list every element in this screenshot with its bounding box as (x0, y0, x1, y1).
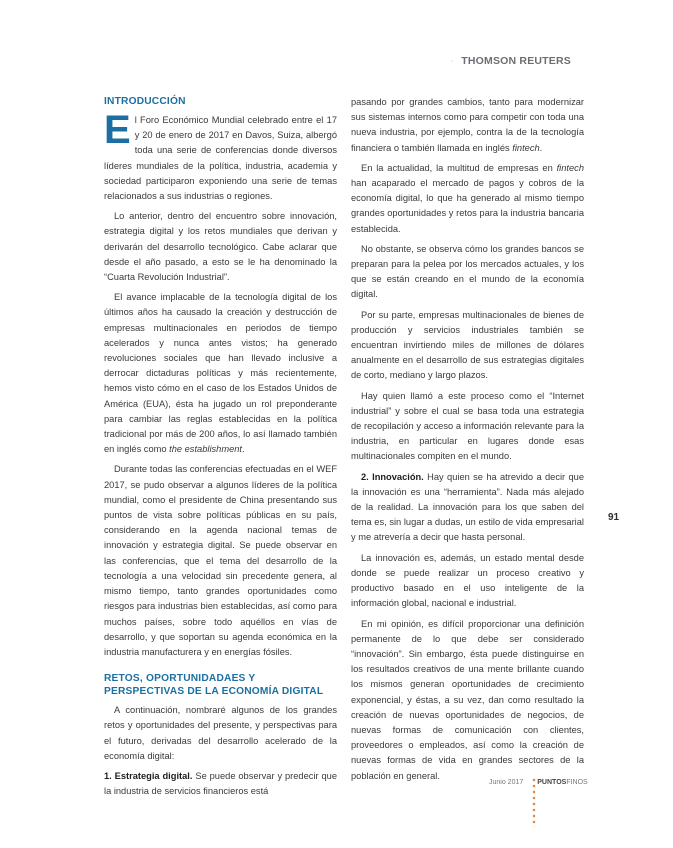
right-paragraph-7: La innovación es, además, un estado mental desde donde se puede realizar un proceso creativo y productivo basado en el uso inteligente de la información global, nacional e industrial. (351, 552, 584, 609)
page-number: 91 (608, 512, 620, 523)
item-2-paragraph (351, 470, 584, 546)
item-1-label (104, 771, 192, 781)
right-paragraph-2-start: En la actualidad, la multitud de empresas en (361, 162, 557, 173)
right-paragraph-2-emphasis: fintech (556, 162, 584, 173)
item-1-paragraph (104, 769, 337, 799)
section-title-introduccion: INTRODUCCIÓN (104, 96, 186, 107)
thomson-reuters-dotted-globe-icon (451, 49, 453, 73)
footer (489, 775, 588, 789)
right-paragraph-2-end: han acaparado el mercado de pagos y cobros de la economía digital, lo que ha generado al mismo tiempo grandes oportunidades y retos para la industria bancaria establecida. (351, 178, 584, 234)
item-1-label-text: 1. Estrategia digital. (104, 770, 193, 781)
intro-paragraph-3-emphasis: the establishment (169, 444, 242, 455)
intro-paragraph-3 (104, 290, 337, 457)
intro-paragraph-3-text: El avance implacable de la tecnología digital de los últimos años ha causado la creación y destrucción de empresas multinacionales en periodos de tiempo acelerados y nunca antes vistos; ha generado revoluciones sociales que han llevado inclusive a derrocar dictaduras políticas y más recientemente, hemos visto cómo en el caso de los Estados Unidos de América (EUA), ésta ha jugado un rol preponderante para cambiar las reglas establecidas en la política tradicional por más de 200 años, lo así llamado también en inglés como (104, 292, 337, 455)
right-paragraph-3: No obstante, se observa cómo los grandes bancos se preparan para la pelea por los mercados actuales, y los que se están creando en el mundo de la economía digital. (351, 243, 584, 300)
retos-paragraph-1: A continuación, nombraré algunos de los grandes retos y oportunidades del presente, y perspectivas para el futuro, derivadas del desarrollo acelerado de la economía digital: (104, 705, 337, 761)
left-column (104, 95, 337, 804)
right-paragraph-8: En mi opinión, es difícil proporcionar una definición permanente de lo que debe ser considerado “innovación”. Sin embargo, ésta puede distinguirse en los resultados creativos de una mente brillante cuando los mismos generan oportunidades de crecimiento exponencial, y éstas, a su vez, dan como resultado la creación de nuevas oportunidades de negocios, de nuevas formas de comunicación con clientes, proveedores o empleados, así como la creación de nuevas formas de vida en grandes sectores de la población en general. (351, 618, 584, 781)
intro-paragraph-4: Durante todas las conferencias efectuadas en el WEF 2017, se pudo observar a algunos líderes de la política mundial, como el presidente de China presentando sus puntos de vista sobre políticas públicas en su país, considerando en la agenda nacional temas de innovación y estrategia digital. Se puede observar en las conferencias, que el tema del desarrollo de la tecnología a una velocidad sin precedente genera, al mismo tiempo, tanto grandes oportunidades como riesgos para industrias bien establecidas, así como para muchos países, sobre todo aquéllos en vías de desarrollo, y que soportan su agenda económica en la industria manufacturera y en energías fósiles. (104, 464, 337, 657)
footer-brand-rest: FINOS (566, 778, 588, 786)
item-2-label-text: 2. Innovación. (361, 471, 424, 482)
item-1-text: Se puede observar y predecir que la industria de servicios financieros está (104, 770, 337, 797)
right-paragraph-2 (351, 161, 584, 237)
footer-brand-bold: PUNTOS (537, 778, 567, 786)
intro-paragraph-1 (104, 108, 337, 204)
item-2-label (361, 472, 424, 482)
intro-paragraph-1-text: l Foro Económico Mundial celebrado entre el 17 y 20 de enero de 2017 en Davos, Suiza, albergó toda una serie de conferencias donde diversos líderes mundiales de la política, industria, academia y sociedad participaron exponiendo una serie de temas relacionados a sus industrias o regiones. (104, 115, 337, 202)
right-column (351, 95, 584, 789)
right-paragraph-1-end: . (539, 142, 543, 153)
right-paragraph-1-text: pasando por grandes cambios, tanto para modernizar sus sistemas internos como para competir con toda una nueva industria, por ejemplo, contra la de la tecnología financiera o también llamada en inglés (351, 97, 584, 153)
drop-cap: E (104, 108, 131, 152)
footer-date: Junio 2017 (489, 778, 524, 786)
right-paragraph-1-emphasis: fintech (512, 142, 540, 153)
right-paragraph-5: Hay quien llamó a este proceso como el “Internet industrial” y sobre el cual se basa toda una estrategia de recopilación y acceso a información relevante para la industria, en particular en lugares donde esas multinacionales compiten en el mundo. (351, 390, 584, 462)
right-paragraph-1 (351, 95, 584, 156)
section-title-retos: RETOS, OPORTUNIDADAES Y PERSPECTIVAS DE LA ECONOMÍA DIGITAL (104, 673, 324, 698)
footer-brand (537, 779, 587, 786)
right-paragraph-4: Por su parte, empresas multinacionales de bienes de producción y servicios industriales también se encuentran invirtiendo miles de millones de dólares anualmente en el desarrollo de sus estrategias digitales de corto, mediano y largo plazos. (351, 309, 584, 381)
item-2-text: Hay quien se ha atrevido a decir que la innovación es una “herramienta”. Nada más alejado de la realidad. La innovación para los que saben del tema es, sin lugar a dudas, un estilo de vida empresarial y me atrevería a decir que hasta personal. (351, 471, 585, 543)
brand-name: THOMSON REUTERS (461, 55, 571, 67)
intro-paragraph-2: Lo anterior, dentro del encuentro sobre innovación, estrategia digital y los retos mundiales que derivan y derivarán del desarrollo tecnológico. Cabe aclarar que desde el año pasado, a esto se le ha denominado la “Cuarta Revolución Industrial”. (104, 211, 337, 283)
intro-paragraph-3-end: . (242, 444, 245, 455)
thomson-reuters-logo (451, 50, 571, 72)
